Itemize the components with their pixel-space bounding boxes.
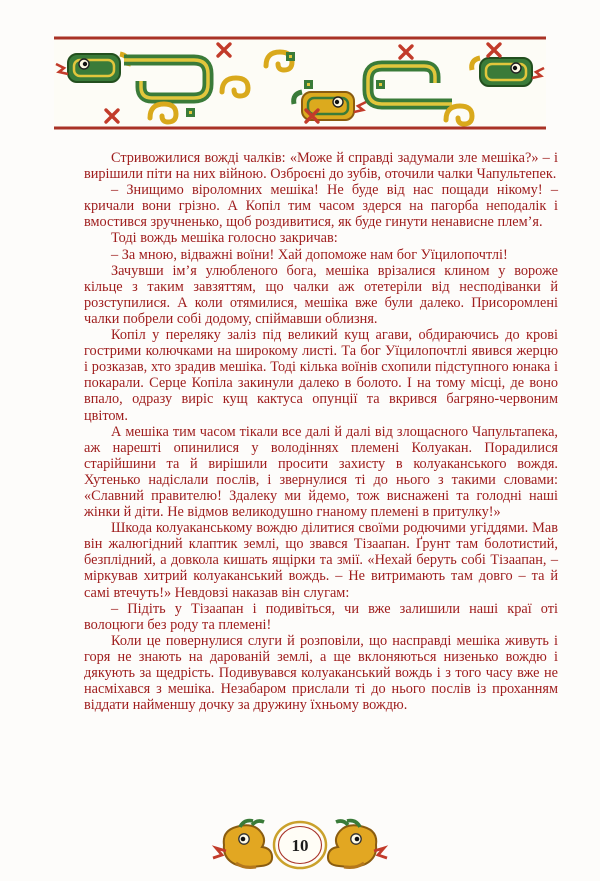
story-paragraph: Тоді вождь мешіка голосно закричав: [111,230,338,247]
story-paragraph: Копіл у переляку заліз під великий кущ агави, обдираючись до крові гострими колючками на широкому листі. Та бог Уїцилопочтлі явився жерцю і розказав, хто зрадив мешіка. Тоді кілька воїнів схопили підступного юнака і покарали. Серце Копіла закинули далеко в болото. І на тому місці, де воно впало, одразу виріс кущ кактуса опунції та вкрився багряно-червоним цвітом. [84,327,558,424]
story-paragraph: Зачувши ім’я улюбленого бога, мешіка врізалися клином у вороже кільце з таким завзяттям, що чалки аж отетеріли від несподіванки й розступилися. А коли отямилися, мешіка вже були далеко. Присоромлені чалки побрели собі додому, спіймавши облизня. [84,262,558,327]
footer-left-serpent-icon [213,821,272,868]
page-number: 10 [291,836,309,855]
footer-serpents-icon [200,815,400,875]
story-paragraph: – За мною, відважні воїни! Хай допоможе нам бог Уїцилопочтлі! [111,246,508,263]
page-number-medallion [274,822,326,868]
footer-right-serpent-icon [328,821,387,868]
footer-ornament [0,815,600,875]
aztec-serpent-band-icon [54,36,546,130]
story-paragraph: – Підіть у Тізаапан і подивіться, чи вже залишили наші краї оті волоцюги без роду та племені! [84,600,558,633]
story-paragraph: Стривожилися вожді чалків: «Може й справді задумали зле мешіка?» – і вирішили піти на них війною. Озброєні до зубів, оточили чалки Чапультепек. [84,150,558,183]
header-ornament [54,36,546,130]
story-paragraph: – Знищимо віроломних мешіка! Не буде від нас пощади нікому! – кричали вони грізно. А Копіл тим часом здерся на пагорба неподалік і вмостився зручненько, щоб роздивитися, як буде гинути ненависне плем’я. [84,182,558,231]
story-paragraph: Коли це повернулися слуги й розповіли, що насправді мешіка живуть і горя не знають на дарованій землі, а ще вклоняються низенько вождю і дякують за щедрість. Подивувався колуаканський вождь і з того часу вже не насміхався з мешіка. Незабаром прислали ті до нього послів із проханням віддати найменшу дочку за дружину їхньому вождю. [84,632,558,714]
story-text [84,150,558,713]
story-paragraph: А мешіка тим часом тікали все далі й далі від злощасного Чапультапека, аж нарешті опинилися у володіннях племені Колуакан. Порадилися старійшини та й вирішили просити захисту в колуаканського вождя. Хутенько надіслали послів, і звернулися ті до нього з такими словами: «Славний правителю! Здалеку ми йдемо, тож виснажені та голодні наші жінки й діти. Не відмов великодушно гнаному племені в притулку!» [84,423,558,521]
story-paragraph: Шкода колуаканському вождю ділитися своїми родючими угіддями. Мав він жалюгідний клаптик землі, що звався Тізаапан. Ґрунт там болотистий, безплідний, а довкола кишать ящірки та змії. «Нехай беруть собі Тізаапан, – міркував хитрий колуаканський вождь. – Не витримають там довго – та й самі втечуть!» Невдовзі наказав він слугам: [84,520,558,601]
